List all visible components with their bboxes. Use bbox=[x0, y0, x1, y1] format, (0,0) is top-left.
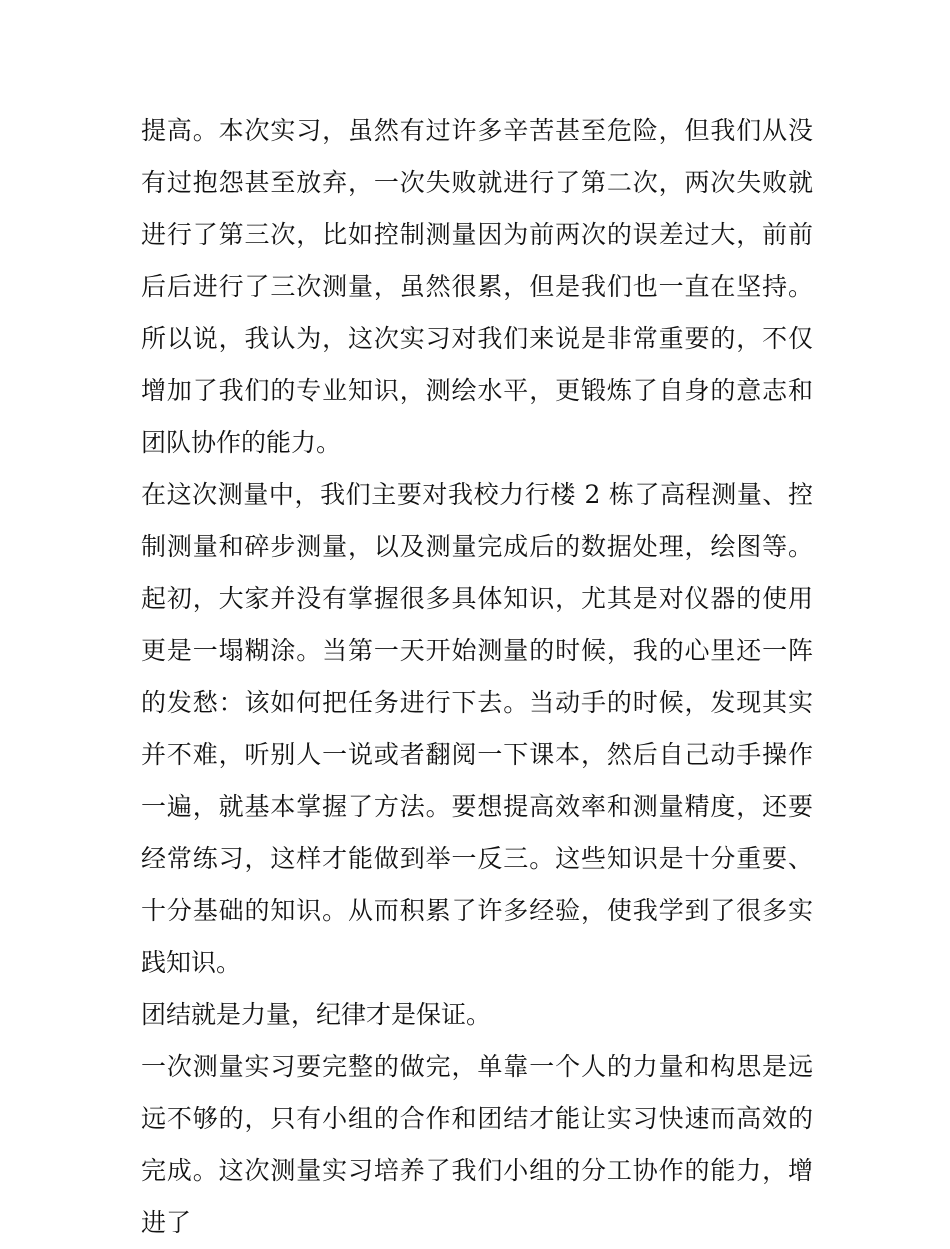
paragraph-measurement-process: 在这次测量中，我们主要对我校力行楼 2 栋了高程测量、控制测量和碎步测量，以及测量完成后的数据处理，绘图等。起初，大家并没有掌握很多具体知识，尤其是对仪器的使用更是一塌糊涂。当第一天开始测量的时候，我的心里还一阵的发愁：该如何把任务进行下去。当动手的时候，发现其实并不难，听别人一说或者翻阅一下课本，然后自己动手操作一遍，就基本掌握了方法。要想提高效率和测量精度，还要经常练习，这样才能做到举一反三。这些知识是十分重要、十分基础的知识。从而积累了许多经验，使我学到了很多实践知识。 bbox=[141, 480, 813, 977]
paragraph-internship-summary: 提高。本次实习，虽然有过许多辛苦甚至危险，但我们从没有过抱怨甚至放弃，一次失败就进行了第二次，两次失败就进行了第三次，比如控制测量因为前两次的误差过大，前前后后进行了三次测量，虽然很累，但是我们也一直在坚持。所以说，我认为，这次实习对我们来说是非常重要的，不仅增加了我们的专业知识，测绘水平，更锻炼了自身的意志和团队协作的能力。 bbox=[141, 116, 813, 457]
document-body bbox=[141, 105, 813, 1249]
paragraph-group-cooperation: 一次测量实习要完整的做完，单靠一个人的力量和构思是远远不够的，只有小组的合作和团结才能让实习快速而高效的完成。这次测量实习培养了我们小组的分工协作的能力，增进了 bbox=[141, 1052, 813, 1237]
paragraph-teamwork-motto: 团结就是力量，纪律才是保证。 bbox=[141, 1000, 492, 1029]
